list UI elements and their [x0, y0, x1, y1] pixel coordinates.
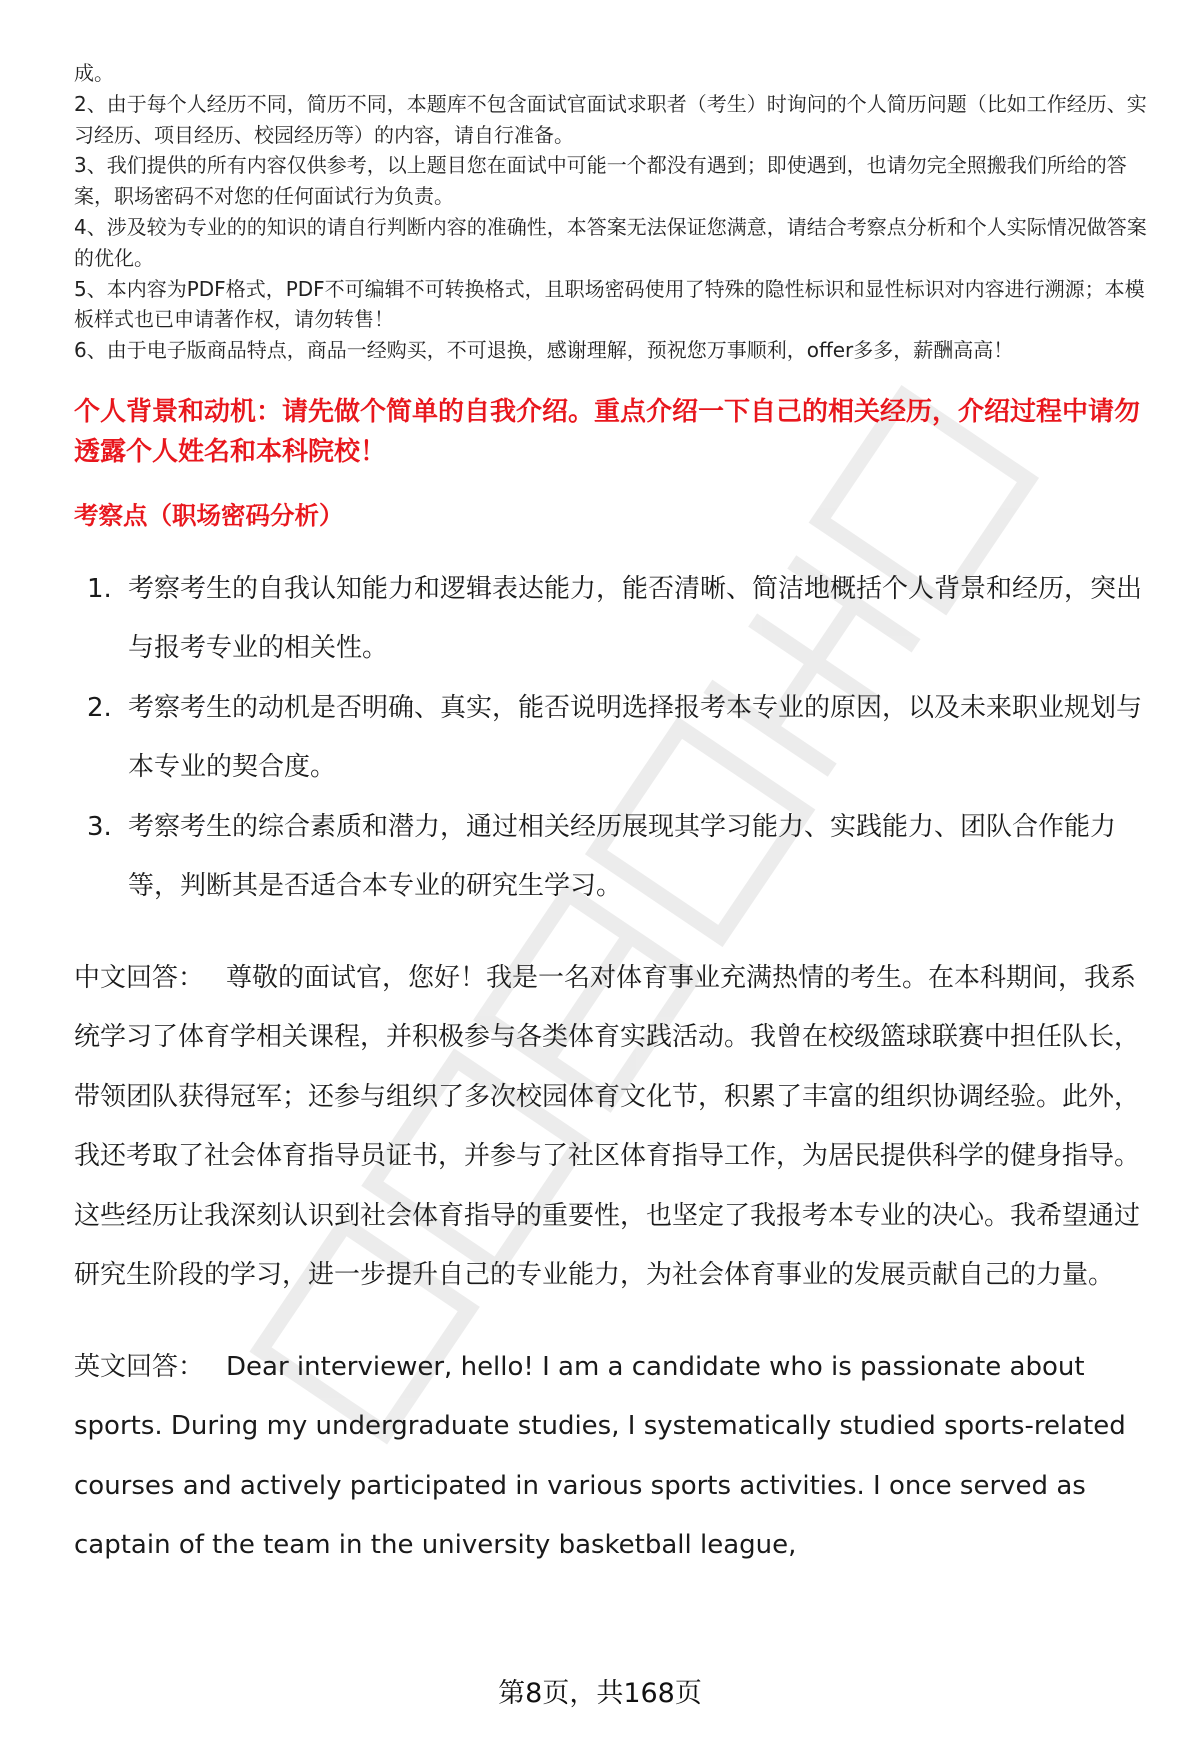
- note-line: 4、涉及较为专业的的知识的请自行判断内容的准确性，本答案无法保证您满意，请结合考察点分析和个人实际情况做答案的优化。: [74, 214, 1147, 270]
- section-title: 考察点（职场密码分析）: [74, 500, 344, 530]
- note-line: 2、由于每个人经历不同，简历不同，本题库不包含面试官面试求职者（考生）时询问的个人简历问题（比如工作经历、实习经历、项目经历、校园经历等）的内容，请自行准备。: [74, 91, 1147, 147]
- note-line: 3、我们提供的所有内容仅供参考，以上题目您在面试中可能一个都没有遇到；即使遇到，也请勿完全照搬我们所给的答案，职场密码不对您的任何面试行为负责。: [74, 153, 1127, 209]
- list-item-text: 考察考生的综合素质和潜力，通过相关经历展现其学习能力、实践能力、团队合作能力等，判断其是否适合本专业的研究生学习。: [128, 811, 1117, 902]
- list-item: [74, 560, 1156, 679]
- list-item-text: 考察考生的动机是否明确、真实，能否说明选择报考本专业的原因，以及未来职业规划与本专业的契合度。: [128, 692, 1143, 783]
- note-line: 成。: [74, 61, 114, 85]
- chinese-answer: [74, 949, 1156, 1306]
- question-heading: 个人背景和动机：请先做个简单的自我介绍。重点介绍一下自己的相关经历，介绍过程中请勿透露个人姓名和本科院校！: [74, 396, 1141, 467]
- content-area: [74, 58, 1156, 1576]
- chinese-answer-label: 中文回答：: [74, 962, 205, 993]
- list-item-text: 考察考生的自我认知能力和逻辑表达能力，能否清晰、简洁地概括个人背景和经历，突出与报考专业的相关性。: [128, 573, 1143, 664]
- assessment-points-list: [74, 560, 1156, 917]
- list-number: 1.: [87, 573, 112, 604]
- english-answer-text: Dear interviewer, hello! I am a candidate who is passionate about sports. During my undergraduate studies, I systematically studied sports-related courses and actively participated in various sports activities. I once served as captain of the team in the university basketball league,: [74, 1351, 1126, 1561]
- note-line: 5、本内容为PDF格式，PDF不可编辑不可转换格式，且职场密码使用了特殊的隐性标识和显性标识对内容进行溯源；本模板样式也已申请著作权，请勿转售！: [74, 276, 1145, 332]
- page-number-footer: 第8页，共168页: [498, 1678, 702, 1709]
- note-line: 6、由于电子版商品特点，商品一经购买，不可退换，感谢理解，预祝您万事顺利，offer多多，薪酬高高！: [74, 338, 1014, 363]
- list-item: [74, 679, 1156, 798]
- chinese-answer-text: 尊敬的面试官，您好！我是一名对体育事业充满热情的考生。在本科期间，我系统学习了体育学相关课程，并积极参与各类体育实践活动。我曾在校级篮球联赛中担任队长，带领团队获得冠军；还参与组织了多次校园体育文化节，积累了丰富的组织协调经验。此外，我还考取了社会体育指导员证书，并参与了社区体育指导工作，为居民提供科学的健身指导。这些经历让我深刻认识到社会体育指导的重要性，也坚定了我报考本专业的决心。我希望通过研究生阶段的学习，进一步提升自己的专业能力，为社会体育事业的发展贡献自己的力量。: [74, 962, 1141, 1291]
- list-item: [74, 798, 1156, 917]
- list-number: 2.: [87, 692, 112, 723]
- english-answer: [74, 1338, 1156, 1576]
- english-answer-label: 英文回答：: [74, 1351, 205, 1382]
- list-number: 3.: [87, 811, 112, 842]
- notes-block: [74, 58, 1156, 366]
